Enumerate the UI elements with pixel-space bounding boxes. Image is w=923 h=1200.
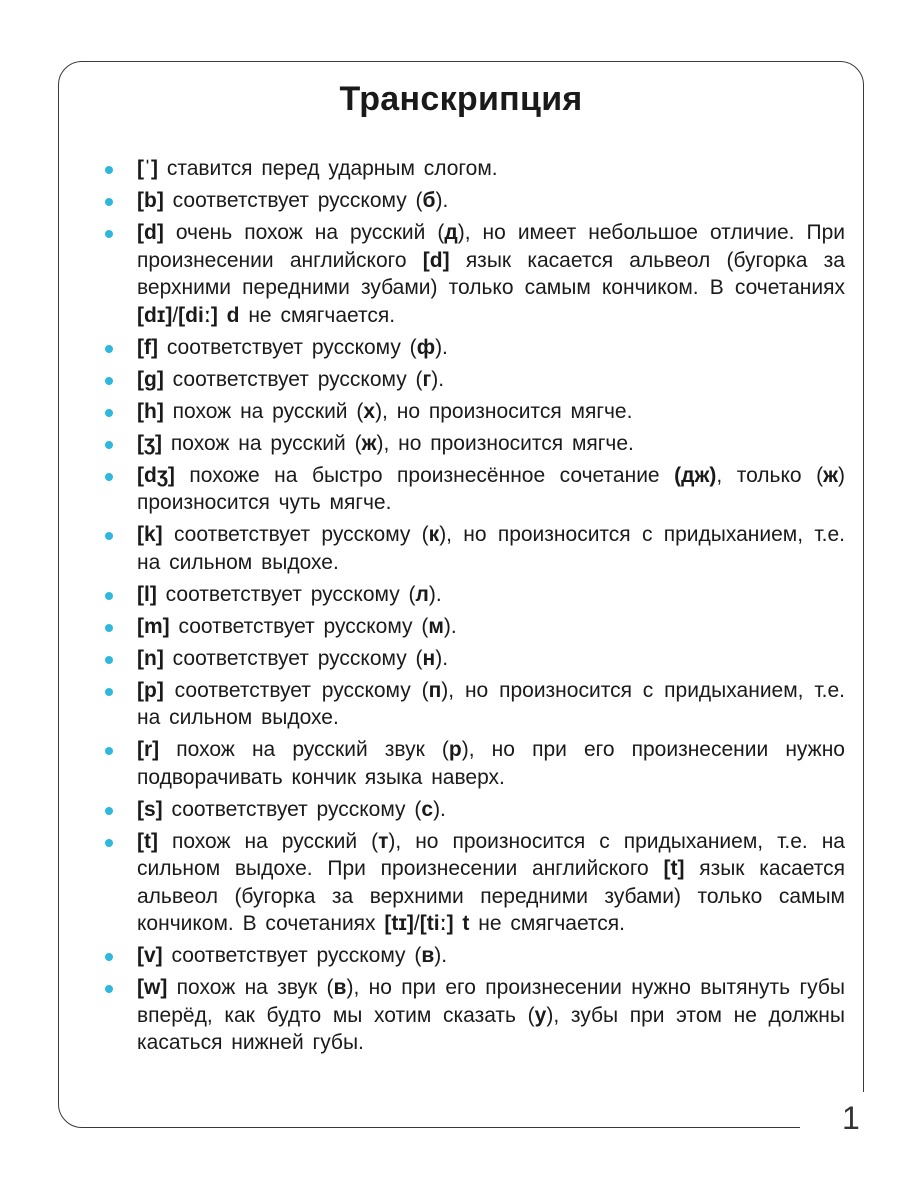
bold-fragment: м xyxy=(428,614,444,638)
phoneme-symbol: [g] xyxy=(137,367,164,391)
bullet-icon xyxy=(105,839,113,847)
bullet-icon xyxy=(105,656,113,664)
bullet-icon xyxy=(105,532,113,540)
bold-fragment: с xyxy=(421,797,434,821)
bold-fragment: в xyxy=(333,976,347,999)
bold-fragment: [diː] xyxy=(178,303,218,327)
bullet-icon xyxy=(105,624,113,632)
rule-text: ). xyxy=(431,367,445,391)
bold-fragment: [tɪ] xyxy=(384,912,414,935)
rule-text: ). xyxy=(435,189,449,212)
bold-fragment: ф xyxy=(416,335,436,359)
page-title: Транскрипция xyxy=(339,80,583,118)
rule-text: ), но произносится мягче. xyxy=(376,431,634,455)
phoneme-symbol: [m] xyxy=(137,614,170,638)
rule-item xyxy=(105,187,845,215)
rule-item xyxy=(105,677,845,732)
phoneme-symbol: [d] xyxy=(137,221,164,244)
rule-text: соответствует русскому ( xyxy=(169,614,429,638)
bold-fragment: п xyxy=(428,678,442,702)
phoneme-symbol: [h] xyxy=(137,399,164,423)
bold-fragment: х xyxy=(363,399,376,423)
rule-text: ), но имеет небольшое отличие. При произнесении английского xyxy=(137,221,845,272)
rule-text: соответствует русскому ( xyxy=(162,944,422,967)
bold-fragment: ж xyxy=(361,431,377,455)
rule-item xyxy=(105,974,845,1057)
rule-item xyxy=(105,155,845,183)
rule-text: / xyxy=(413,912,420,935)
rule-item xyxy=(105,828,845,938)
rule-text: ), зубы при этом не должны касаться нижней губы. xyxy=(137,1003,845,1054)
phoneme-symbol: [ʒ] xyxy=(137,431,163,455)
bullet-icon xyxy=(105,953,113,961)
rule-text: язык касается альвеол (бугорка за верхними передними зубами) только самым кончиком. В сочетаниях xyxy=(137,857,846,935)
rule-text: / xyxy=(172,303,179,327)
bullet-icon xyxy=(105,198,113,206)
rule-text: очень похож на русский ( xyxy=(163,221,445,244)
rule-item xyxy=(105,796,845,824)
rule-item xyxy=(105,942,845,970)
phoneme-symbol: [v] xyxy=(137,944,163,967)
bullet-icon xyxy=(105,230,113,238)
rule-text: ) произносится чуть мягче. xyxy=(137,463,845,514)
rule-text: ). xyxy=(428,582,442,606)
phoneme-symbol: [dʒ] xyxy=(137,463,175,487)
bold-fragment: у xyxy=(534,1003,547,1027)
phoneme-symbol: [f] xyxy=(137,335,158,359)
bullet-icon xyxy=(105,747,113,755)
rule-text: похож на русский ( xyxy=(163,399,364,423)
phoneme-symbol: [s] xyxy=(137,797,163,821)
frame-gap xyxy=(800,1092,880,1142)
phoneme-symbol: [t] xyxy=(137,829,158,853)
bullet-icon xyxy=(105,377,113,385)
page-number: 1 xyxy=(842,1100,860,1136)
rule-text: соответствует русскому ( xyxy=(163,678,429,702)
rule-text: ), но произносится мягче. xyxy=(375,399,633,423)
rule-text xyxy=(218,304,227,327)
rule-text: похоже на быстро произнесённое сочетание xyxy=(174,463,675,487)
bold-fragment: [dɪ] xyxy=(137,303,173,327)
bullet-icon xyxy=(105,688,113,696)
bullet-icon xyxy=(105,807,113,815)
rule-text: ). xyxy=(434,944,448,967)
rule-item xyxy=(105,645,845,673)
rule-text: не смягчается. xyxy=(469,912,626,935)
bold-fragment: н xyxy=(422,646,436,670)
rule-item xyxy=(105,581,845,609)
rule-item xyxy=(105,219,845,329)
rule-item xyxy=(105,334,845,362)
rule-text: соответствует русскому ( xyxy=(162,797,422,821)
rule-text: соответствует русскому ( xyxy=(163,189,423,212)
bold-fragment: ж xyxy=(823,463,838,487)
phoneme-symbol: [l] xyxy=(137,582,157,606)
rule-text: ). xyxy=(435,646,449,670)
bullet-icon xyxy=(105,345,113,353)
phoneme-symbol: [w] xyxy=(137,976,168,999)
rule-text: похож на русский ( xyxy=(157,829,379,853)
bold-fragment: [d] xyxy=(422,248,450,272)
bold-fragment: (дж) xyxy=(674,463,717,487)
rule-text: ставится перед ударным слогом. xyxy=(157,157,498,180)
transcription-rules-list xyxy=(105,155,845,1061)
rule-text: ). xyxy=(443,614,457,638)
bold-fragment: [tiː] xyxy=(419,912,454,935)
rule-text: соответствует русскому ( xyxy=(157,335,417,359)
rule-text: похож на русский звук ( xyxy=(159,738,449,761)
rule-text: соответствует русскому ( xyxy=(163,367,423,391)
rule-text: ). xyxy=(433,797,446,821)
rule-item xyxy=(105,613,845,641)
phoneme-symbol: [b] xyxy=(137,189,164,212)
bold-fragment: d xyxy=(226,303,240,327)
bullet-icon xyxy=(105,166,113,174)
bold-fragment: к xyxy=(428,523,440,546)
phoneme-symbol: [ˈ] xyxy=(137,157,158,180)
bold-fragment: л xyxy=(415,582,429,606)
rule-text: соответствует русскому ( xyxy=(156,582,416,606)
rule-text: ), но произносится с придыханием, т.е. на сильном выдохе. xyxy=(137,523,845,574)
rule-text: ), но при его произнесении нужно подворачивать кончик языка наверх. xyxy=(137,738,845,789)
rule-text: не смягчается. xyxy=(239,303,396,327)
rule-text: соответствует русскому ( xyxy=(162,523,429,546)
rule-item xyxy=(105,430,845,458)
rule-text: , только ( xyxy=(716,463,824,487)
phoneme-symbol: [n] xyxy=(137,646,164,670)
rule-text: соответствует русскому ( xyxy=(163,646,423,670)
bold-fragment: г xyxy=(422,367,432,391)
rule-item xyxy=(105,366,845,394)
bold-fragment: б xyxy=(422,189,436,212)
rule-item xyxy=(105,736,845,791)
bold-fragment: т xyxy=(378,829,389,853)
bullet-icon xyxy=(105,441,113,449)
bullet-icon xyxy=(105,592,113,600)
rule-text: ), но произносится с придыханием, т.е. на сильном выдохе. При произнесении английского xyxy=(137,829,845,880)
bullet-icon xyxy=(105,409,113,417)
rule-item xyxy=(105,521,845,576)
bold-fragment: [t] xyxy=(663,857,685,880)
rule-text: язык касается альвеол (бугорка за верхними передними зубами) только самым кончиком. В сочетаниях xyxy=(137,248,845,299)
rule-text: похож на русский ( xyxy=(162,431,362,455)
bold-fragment: t xyxy=(462,912,470,935)
rule-text: ), но произносится с придыханием, т.е. на сильном выдохе. xyxy=(137,678,845,729)
bullet-icon xyxy=(105,473,113,481)
rule-text: похож на звук ( xyxy=(167,976,334,999)
phoneme-symbol: [p] xyxy=(137,678,164,702)
bold-fragment: р xyxy=(448,738,462,761)
rule-item xyxy=(105,462,845,517)
rule-text: ), но при его произнесении нужно вытянуть губы вперёд, как будто мы хотим сказать ( xyxy=(137,976,845,1027)
phoneme-symbol: [k] xyxy=(137,523,163,546)
bold-fragment: в xyxy=(421,944,435,967)
rule-text: ). xyxy=(435,335,448,359)
phoneme-symbol: [r] xyxy=(137,738,160,761)
rule-item xyxy=(105,398,845,426)
bold-fragment: д xyxy=(444,221,458,244)
bullet-icon xyxy=(105,985,113,993)
